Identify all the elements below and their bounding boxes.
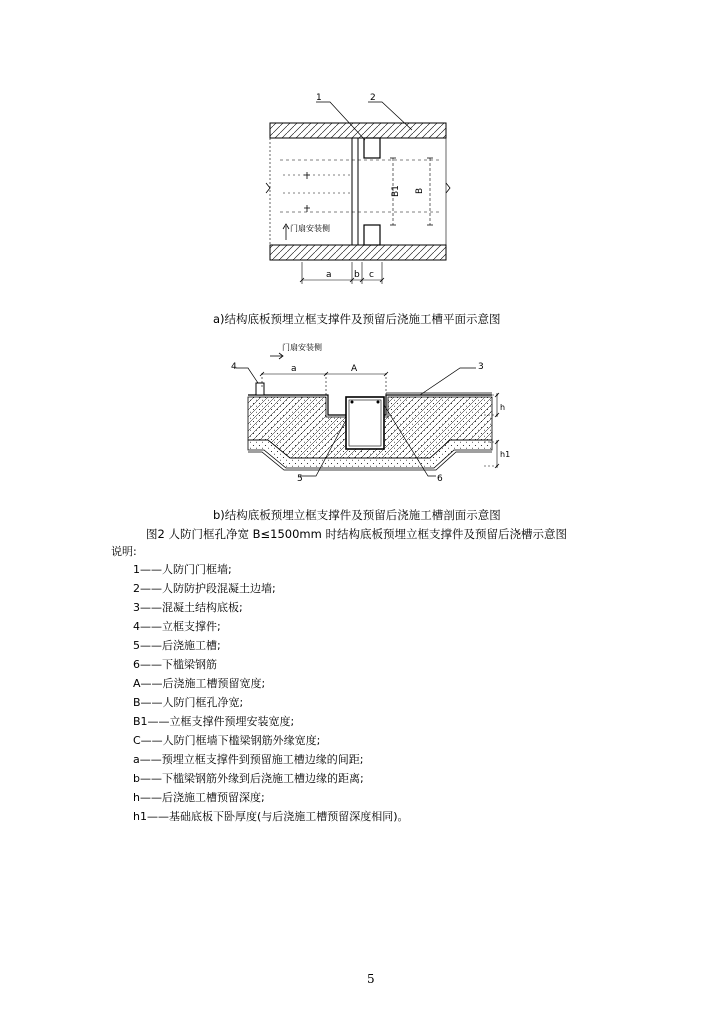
figure-b-section-view	[225, 336, 515, 492]
part-3-label: 3	[478, 362, 484, 372]
figure-b-caption: b)结构底板预埋立框支撑件及预留后浇施工槽剖面示意图	[213, 508, 501, 522]
note-item: 6——下槛梁钢筋	[133, 658, 217, 671]
note-item: h——后浇施工槽预留深度;	[133, 791, 265, 804]
note-item: B——人防门框孔净宽;	[133, 696, 244, 709]
note-item: 3——混凝土结构底板;	[133, 601, 243, 614]
note-item: A——后浇施工槽预留宽度;	[133, 677, 266, 690]
note-item: 2——人防防护段混凝土边墙;	[133, 582, 276, 595]
part-4-label: 4	[231, 362, 237, 372]
dim-b1-label: B1	[391, 185, 401, 197]
note-item: h1——基础底板下卧厚度(与后浇施工槽预留深度相同)。	[133, 810, 409, 823]
note-item: 4——立框支撑件;	[133, 620, 221, 633]
dim-a-label: a	[326, 270, 332, 280]
door-side-label-a: 门扇安装侧	[290, 224, 330, 233]
part-2-label: 2	[370, 93, 376, 103]
note-item: b——下槛梁钢筋外缘到后浇施工槽边缘的距离;	[133, 772, 364, 785]
notes-list	[133, 560, 409, 826]
note-item: 5——后浇施工槽;	[133, 639, 221, 652]
note-item: a——预埋立框支撑件到预留施工槽边缘的间距;	[133, 753, 364, 766]
note-item: B1——立框支撑件预埋安装宽度;	[133, 715, 295, 728]
note-item: C——人防门框墙下槛梁钢筋外缘宽度;	[133, 734, 321, 747]
dim-h-label: h	[500, 403, 506, 412]
page-number: 5	[367, 972, 375, 986]
dim-a-lower-label: a	[291, 364, 297, 374]
dim-b-small-label: b	[354, 270, 360, 280]
figure-a-caption: a)结构底板预埋立框支撑件及预留后浇施工槽平面示意图	[213, 312, 501, 326]
part-5-label: 5	[297, 474, 303, 484]
dim-a-upper-label: A	[351, 364, 358, 374]
figure-a-plan-view	[240, 88, 480, 288]
part-6-label: 6	[437, 474, 443, 484]
notes-heading: 说明:	[111, 545, 137, 558]
door-side-label-b: 门扇安装侧	[282, 343, 322, 352]
note-item: 1——人防门门框墙;	[133, 563, 232, 576]
dim-b-label: B	[415, 187, 425, 194]
figure-title: 图2 人防门框孔净宽 B≤1500mm 时结构底板预埋立框支撑件及预留后浇槽示意图	[146, 527, 567, 541]
dim-h1-label: h1	[500, 450, 511, 459]
dim-c-label: c	[369, 270, 374, 280]
part-1-label: 1	[316, 93, 322, 103]
